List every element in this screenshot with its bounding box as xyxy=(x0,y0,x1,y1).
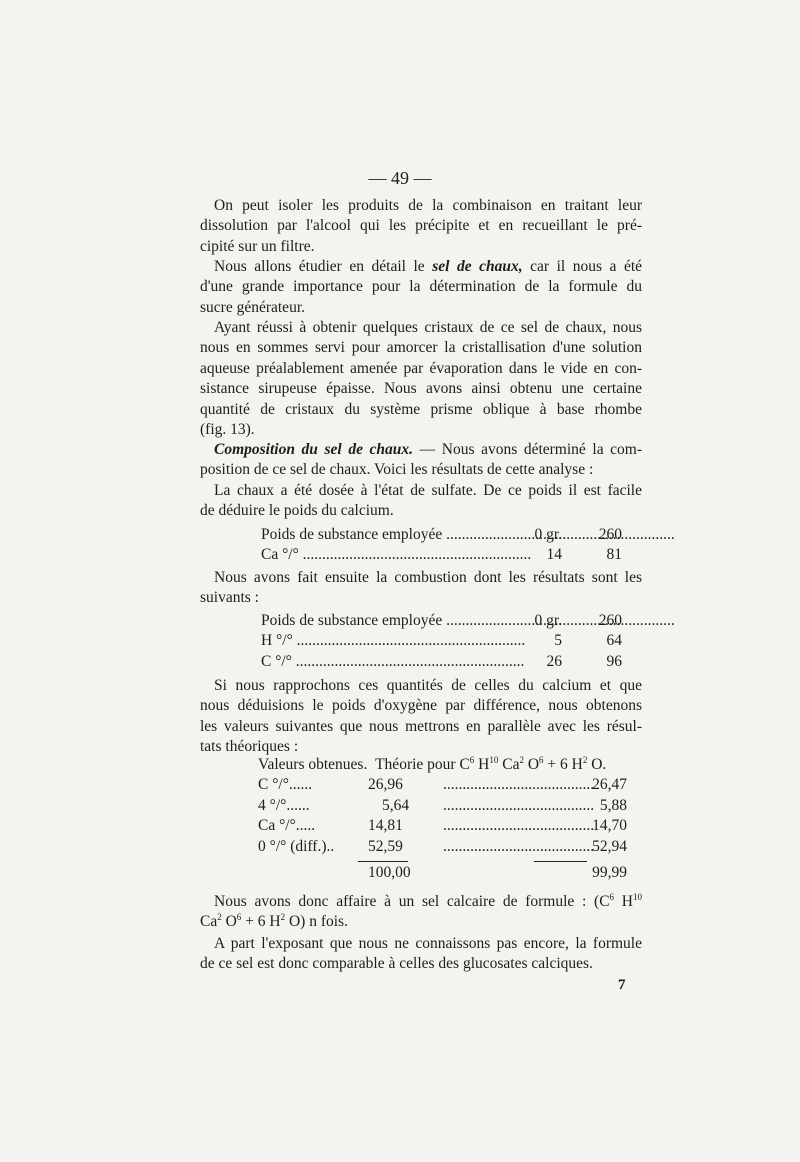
paragraph-4 xyxy=(200,440,642,481)
row-value: 5 xyxy=(554,632,562,650)
comparison-row xyxy=(258,796,627,816)
row-value: 260 xyxy=(598,612,622,629)
row-theory: 5,88 xyxy=(599,796,627,814)
text-line: de déduire le poids du calcium. xyxy=(200,502,394,520)
table-row xyxy=(261,525,622,545)
page-number: — 49 — xyxy=(368,168,432,188)
row-value: 64 xyxy=(606,632,622,650)
leader-dots: ....................................... xyxy=(443,796,595,814)
row-obtained: 5,64 xyxy=(382,796,410,814)
italic-term: sel de chaux, xyxy=(432,258,523,275)
text-line: Ca$^2$ $O^6 + 6$ $H^2$ O) n fois. xyxy=(200,912,348,931)
row-label: H °/° ..... xyxy=(261,631,516,651)
text-line: suivants : xyxy=(200,589,259,607)
comparison-table xyxy=(258,755,627,883)
comparison-row xyxy=(258,816,627,836)
row-value: 0 gr. xyxy=(534,612,562,629)
text-line: A part l'exposant que nous ne connaissons pas encore, la formule xyxy=(214,935,642,952)
text-line: les valeurs suivantes que nous mettrons en parallèle avec les résul- xyxy=(200,717,642,735)
text-line: quantité de cristaux du système prisme oblique à base rhombe xyxy=(200,400,642,418)
text-fragment: car il nous a été xyxy=(530,258,643,275)
section-title: Composition du sel de chaux. xyxy=(214,441,414,458)
leader-dots: ....................................... xyxy=(443,837,595,855)
comparison-total-row xyxy=(258,863,627,883)
table-row xyxy=(261,545,622,565)
paragraph-6 xyxy=(200,568,642,609)
comparison-row xyxy=(258,837,627,857)
total-theory: 99,99 xyxy=(592,864,627,882)
text-line: nous déduisions le poids d'oxygène par différence, nous obtenons xyxy=(200,697,642,715)
table-row xyxy=(261,652,622,672)
text-line: sistance sirupeuse épaisse. Nous avons ainsi obtenu une certaine xyxy=(200,380,642,398)
signature-mark: 7 xyxy=(618,977,626,993)
paragraph-5 xyxy=(200,481,642,522)
comparison-row xyxy=(258,775,627,795)
text-line: dissolution par l'alcool qui les précipite et en recueillant le pré- xyxy=(200,217,642,235)
text-line: La chaux a été dosée à l'état de sulfate. De ce poids il est facile xyxy=(214,482,642,499)
row-value: 26 xyxy=(546,652,562,670)
row-value: 96 xyxy=(606,652,622,670)
text-line: position de ce sel de chaux. Voici les résultats de cette analyse : xyxy=(200,461,594,479)
text-line: de ce sel est donc comparable à celles des glucosates calciques. xyxy=(200,955,593,973)
text-line xyxy=(200,257,642,277)
row-value: 260 xyxy=(598,526,622,543)
text-fragment: — Nous avons déterminé la com- xyxy=(419,441,643,458)
text-line: Si nous rapprochons ces quantités de celles du calcium et que xyxy=(214,677,642,694)
paragraph-1 xyxy=(200,196,642,257)
row-theory: 52,94 xyxy=(592,837,627,855)
text-line: aqueuse préalablement amenée par évaporation dans le vide en con- xyxy=(200,359,642,377)
row-value: 14 xyxy=(546,546,562,564)
text-line: nous en sommes servi pour amorcer la cristallisation d'une solution xyxy=(200,339,642,357)
total-obtained: 100,00 xyxy=(368,864,411,882)
row-label: Poids de substance employée ..... xyxy=(261,611,516,631)
text-fragment: Nous allons étudier en détail le xyxy=(214,258,425,275)
text-line: Nous avons donc affaire à un sel calcaire de formule : ($C^6$ $H^{10}$ xyxy=(214,892,642,910)
text-line: On peut isoler les produits de la combinaison en traitant leur xyxy=(214,197,642,214)
text-line: cipité sur un filtre. xyxy=(200,237,315,255)
table-row xyxy=(261,631,622,651)
text-line xyxy=(200,440,642,460)
table-1 xyxy=(261,525,622,566)
paragraph-7 xyxy=(200,676,642,758)
table-2 xyxy=(261,611,622,672)
paragraph-3 xyxy=(200,318,642,440)
row-label: C °/° ..... xyxy=(261,652,516,672)
header-theory: Théorie pour $C^6$ $H^{10}$ Ca$^2$ $O^6 + 6$ $H^2$ O. xyxy=(375,755,607,773)
text-line: Ayant réussi à obtenir quelques cristaux de ce sel de chaux, nous xyxy=(214,319,642,336)
text-line: (fig. 13). xyxy=(200,421,255,439)
text-line: Nous avons fait ensuite la combustion dont les résultats sont les xyxy=(214,569,642,586)
row-obtained: 52,59 xyxy=(368,837,403,855)
text-line: sucre générateur. xyxy=(200,298,305,316)
sum-rule xyxy=(534,861,587,862)
leader-dots: ....................................... xyxy=(443,817,595,835)
leader-dots: ....................................... xyxy=(443,776,595,794)
text-line: tats théoriques : xyxy=(200,738,299,756)
row-obtained: 26,96 xyxy=(368,776,403,794)
row-label: Ca °/°..... xyxy=(258,817,316,835)
row-value: 81 xyxy=(606,546,622,564)
row-label: Ca °/° ..... xyxy=(261,545,516,565)
paragraph-8 xyxy=(200,892,642,933)
row-label: C °/°...... xyxy=(258,776,313,794)
text-line: d'une grande importance pour la détermination de la formule du xyxy=(200,278,642,296)
row-label: Poids de substance employée ..... xyxy=(261,525,516,545)
row-value: 0 gr. xyxy=(534,526,562,543)
header-obtained: Valeurs obtenues. xyxy=(258,756,368,773)
sum-rule xyxy=(358,861,408,862)
row-obtained: 14,81 xyxy=(368,817,403,835)
row-theory: 26,47 xyxy=(592,776,627,794)
row-label: 0 °/° (diff.).. xyxy=(258,837,335,855)
comparison-header xyxy=(258,755,627,775)
row-label: 4 °/°...... xyxy=(258,796,310,814)
paragraph-2 xyxy=(200,257,642,318)
row-theory: 14,70 xyxy=(592,817,627,835)
table-row xyxy=(261,611,622,631)
paragraph-9 xyxy=(200,934,642,975)
